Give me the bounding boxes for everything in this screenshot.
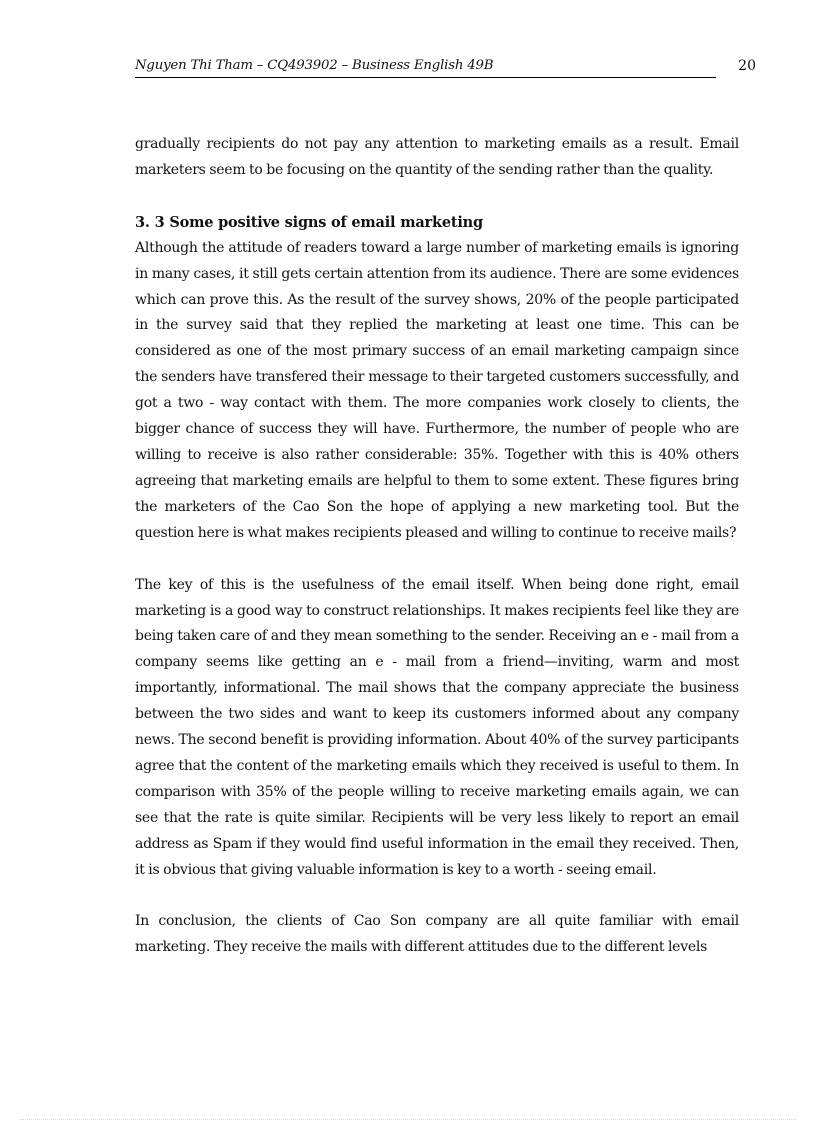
paragraph-usefulness: The key of this is the usefulness of the email itself. When being done right, email marketing is a good way to construct relationships. It makes recipients feel like they are being taken care of and they mean something to the sender. Receiving an e - mail from a company seems like getting an e - mail from a friend—inviting, warm and most importantly, informational. The mail shows that the company appreciate the business between the two sides and want to keep its customers informed about any company news. The second benefit is providing information. About 40% of the survey participants agree that the content of the marketing emails which they received is useful to them. In comparison with 35% of the people willing to receive marketing emails again, we can see that the rate is quite similar. Recipients will be very less likely to report an email address as Spam if they would find useful information in the email they received. Then, it is obvious that giving valuable information is key to a worth - seeing email. [135, 576, 739, 878]
paragraph-gap [135, 883, 739, 909]
page-number: 20 [738, 58, 756, 74]
paragraph-gap [135, 547, 739, 573]
page-body [135, 132, 739, 961]
section-heading: 3. 3 Some positive signs of email marketing [135, 213, 483, 231]
header-rule [135, 77, 716, 78]
paragraph-gap [135, 184, 739, 210]
page-header [135, 58, 756, 80]
page-bottom-border [20, 1119, 796, 1120]
header-title: Nguyen Thi Tham – CQ493902 – Business English 49B [135, 58, 494, 73]
paragraph-intro: gradually recipients do not pay any attention to marketing emails as a result. Email marketers seem to be focusing on the quantity of the sending rather than the quality. [135, 136, 739, 178]
paragraph-conclusion: In conclusion, the clients of Cao Son company are all quite familiar with email marketing. They receive the mails with different attitudes due to the different levels [135, 913, 739, 956]
paragraph-positive-signs: Although the attitude of readers toward a large number of marketing emails is ignoring in many cases, it still gets certain attention from its audience. There are some evidences which can prove this. As the result of the survey shows, 20% of the people participated in the survey said that they replied the marketing at least one time. This can be considered as one of the most primary success of an email marketing campaign since the senders have transfered their message to their targeted customers successfully, and got a two - way contact with them. The more companies work closely to clients, the bigger chance of success they will have. Furthermore, the number of people who are willing to receive is also rather considerable: 35%. Together with this is 40% others agreeing that marketing emails are helpful to them to some extent. These figures bring the marketers of the Cao Son the hope of applying a new marketing tool. But the question here is what makes recipients pleased and willing to continue to receive mails? [135, 239, 739, 541]
